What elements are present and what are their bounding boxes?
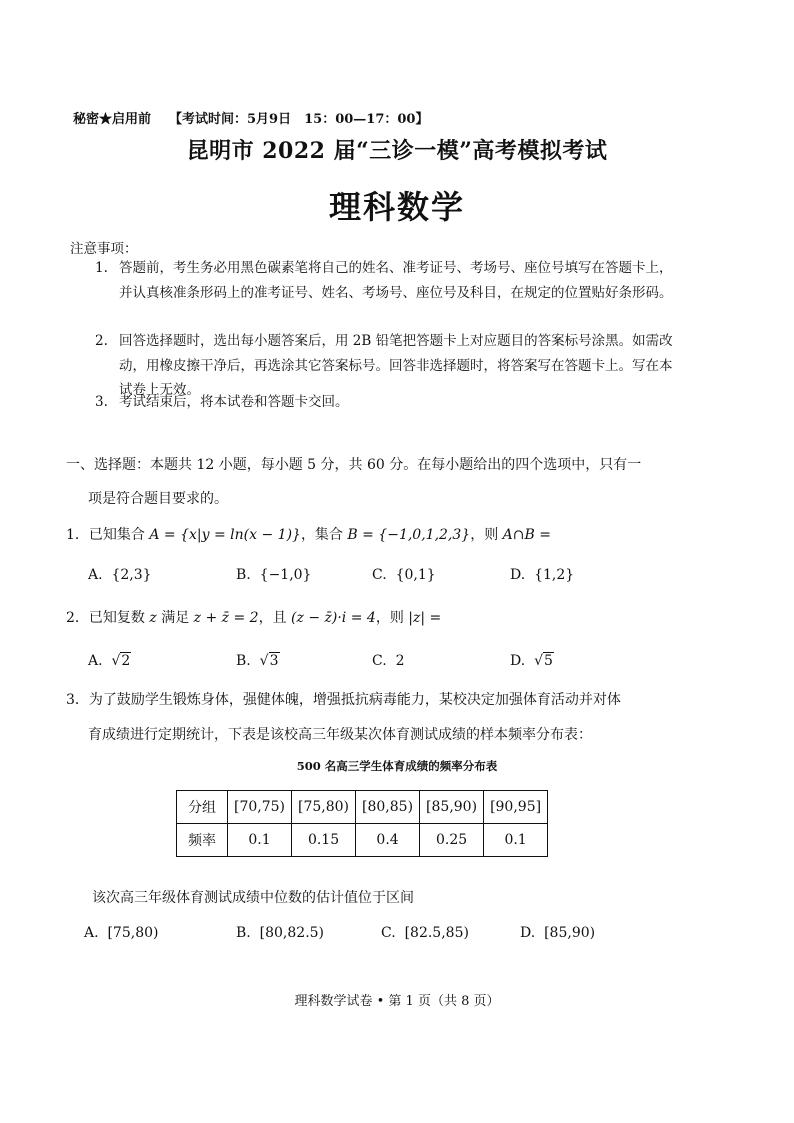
- option-c[interactable]: [381, 925, 469, 941]
- option-value: {1,2}: [534, 567, 575, 583]
- option-label: A.: [88, 567, 103, 583]
- option-label: C.: [381, 925, 396, 941]
- set-b: B = {−1,0,1,2,3}: [347, 527, 471, 543]
- notice-num: 3.: [95, 394, 108, 410]
- option-value: 2: [395, 653, 405, 669]
- section-title: 一、选择题：本题共 12 小题，每小题 5 分，共 60 分。在每小题给出的四个选项中，只有一: [66, 457, 642, 473]
- option-value: 5: [544, 653, 553, 669]
- freq-cell: 0.1: [228, 824, 292, 857]
- q2-text-mid2: ，且: [258, 610, 292, 626]
- question-3: [66, 689, 621, 709]
- question-number: 2．: [66, 610, 89, 626]
- notice-title: 注意事项：: [70, 241, 138, 257]
- frequency-table: [176, 790, 548, 857]
- freq-cell: 0.1: [484, 824, 548, 857]
- option-label: A.: [88, 653, 103, 669]
- option-value: 3: [269, 653, 279, 669]
- q2-text-mid1: 满足: [156, 610, 194, 626]
- option-value: [75,80): [107, 925, 159, 941]
- exam-time: 【考试时间：5月9日 15：00—17：00】: [169, 112, 429, 127]
- option-b[interactable]: [236, 567, 311, 583]
- option-label: D.: [510, 653, 526, 669]
- option-label: A.: [84, 925, 99, 941]
- q2-text-pre: 已知复数: [88, 610, 150, 626]
- option-label: B.: [236, 653, 251, 669]
- option-value: [85,90): [544, 925, 596, 941]
- exam-title: 昆明市 2022 届“三诊一模”高考模拟考试: [186, 138, 608, 164]
- notice-item-1: [95, 256, 685, 305]
- table-row: [177, 791, 548, 824]
- header-line: [73, 108, 428, 127]
- section-title-cont: 项是符合题目要求的。: [88, 491, 228, 507]
- question-number: 3．: [66, 692, 89, 708]
- notice-text: 考试结束后，将本试卷和答题卡交回。: [119, 394, 349, 410]
- group-cell: [85,90): [420, 791, 484, 824]
- option-a[interactable]: [88, 567, 152, 583]
- variable-z: z: [149, 610, 157, 626]
- question-number: 1．: [66, 527, 89, 543]
- option-label: D.: [520, 925, 536, 941]
- option-value: 2: [121, 653, 131, 669]
- notice-text: 答题前，考生务必用黑色碳素笔将自己的姓名、准考证号、考场号、座位号填写在答题卡上，并认真核准条形码上的准考证号、姓名、考场号、座位号及科目，在规定的位置贴好条形码。: [119, 260, 673, 301]
- condition-1: z + z̄ = 2: [193, 610, 259, 626]
- sqrt-symbol: √3: [259, 653, 279, 669]
- set-a: A = {x|y = ln(x − 1)}: [149, 527, 301, 543]
- notice-item-3: [95, 390, 685, 415]
- q2-text-post: ，则: [375, 610, 409, 626]
- option-value: [80,82.5): [259, 925, 325, 941]
- freq-cell: 0.25: [420, 824, 484, 857]
- question-2: [66, 607, 441, 627]
- q3-text-line1: 为了鼓励学生锻炼身体，强健体魄，增强抵抗病毒能力，某校决定加强体育活动并对体: [88, 692, 621, 708]
- group-cell: [75,80): [292, 791, 356, 824]
- option-label: B.: [236, 925, 251, 941]
- question-1: [66, 524, 551, 544]
- option-a[interactable]: [84, 925, 158, 941]
- row-header-freq: 频率: [177, 824, 228, 857]
- option-c[interactable]: [372, 653, 405, 669]
- option-value: {0,1}: [395, 567, 436, 583]
- option-label: C.: [372, 653, 387, 669]
- option-label: B.: [236, 567, 251, 583]
- q1-text-pre: 已知集合: [88, 527, 150, 543]
- question-3-line2: 育成绩进行定期统计，下表是该校高三年级某次体育测试成绩的样本频率分布表：: [88, 727, 592, 743]
- table-row: [177, 824, 548, 857]
- option-label: D.: [510, 567, 526, 583]
- option-a[interactable]: [88, 653, 131, 669]
- option-d[interactable]: [510, 653, 554, 669]
- modulus-expr: |z| =: [408, 610, 442, 626]
- option-label: C.: [372, 567, 387, 583]
- option-value: {−1,0}: [259, 567, 312, 583]
- subject-title: 理科数学: [328, 188, 465, 226]
- page-footer: 理科数学试卷 • 第 1 页（共 8 页）: [294, 994, 500, 1009]
- q1-text-post: ，则: [470, 527, 503, 543]
- option-c[interactable]: [372, 567, 436, 583]
- question-3-prompt: 该次高三年级体育测试成绩中位数的估计值位于区间: [92, 890, 414, 906]
- option-b[interactable]: [236, 925, 324, 941]
- q1-text-mid: ，集合: [300, 527, 348, 543]
- option-d[interactable]: [510, 567, 574, 583]
- row-header-group: 分组: [177, 791, 228, 824]
- condition-2: (z − z̄)·i = 4: [291, 610, 376, 626]
- notice-text: 回答选择题时，选出每小题答案后，用 2B 铅笔把答题卡上对应题目的答案标号涂黑。如需改动，用橡皮擦干净后，再选涂其它答案标号。回答非选择题时，将答案写在答题卡上。写在本试卷上无效。: [119, 333, 673, 398]
- notice-num: 2.: [95, 333, 108, 349]
- group-cell: [90,95]: [484, 791, 548, 824]
- notice-num: 1.: [95, 260, 108, 276]
- group-cell: [70,75): [228, 791, 292, 824]
- freq-cell: 0.15: [292, 824, 356, 857]
- intersection-expr: A∩B =: [502, 527, 551, 543]
- group-cell: [80,85): [356, 791, 420, 824]
- sqrt-symbol: √2: [111, 653, 131, 669]
- option-b[interactable]: [236, 653, 280, 669]
- option-value: [82.5,85): [404, 925, 469, 941]
- sqrt-symbol: √5: [534, 653, 553, 669]
- option-d[interactable]: [520, 925, 595, 941]
- option-value: {2,3}: [111, 567, 152, 583]
- confidentiality-mark: 秘密★启用前: [73, 112, 152, 127]
- table-caption: 500 名高三学生体育成绩的频率分布表: [296, 759, 498, 773]
- freq-cell: 0.4: [356, 824, 420, 857]
